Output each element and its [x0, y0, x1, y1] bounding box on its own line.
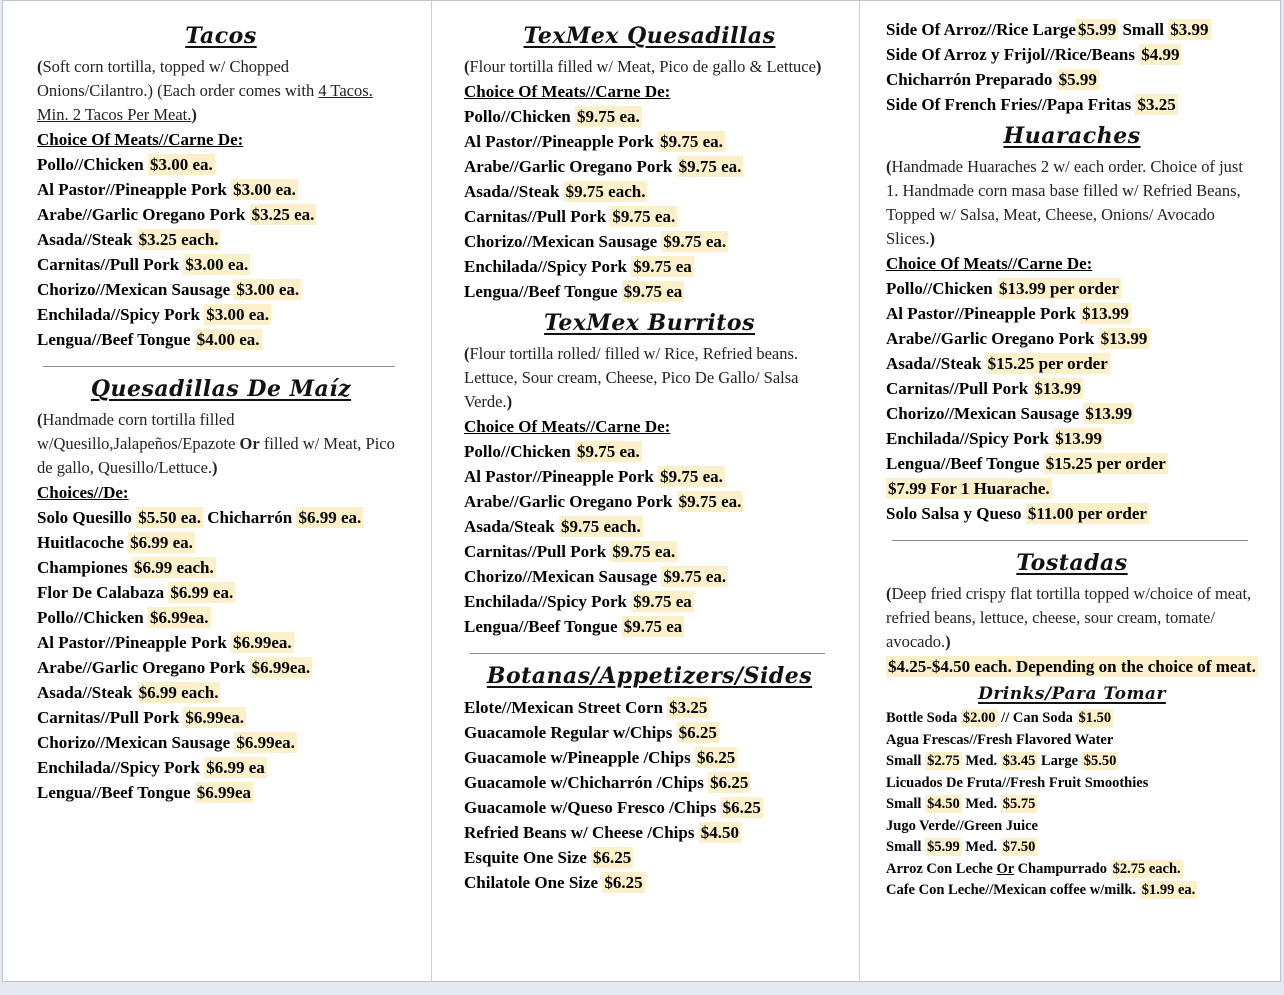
- price: $3.00 ea.: [236, 280, 300, 299]
- price: $9.75 ea.: [612, 542, 676, 561]
- price: $9.75 ea.: [660, 467, 723, 486]
- menu-item: [464, 439, 835, 464]
- price: $9.75 ea.: [660, 132, 723, 151]
- menu-item: [886, 326, 1258, 351]
- text-segment: Arabe//Garlic Oregano Pork: [37, 658, 250, 677]
- price: $6.99ea.: [236, 733, 295, 752]
- section-title: [886, 122, 1258, 150]
- price: $9.75 each.: [565, 182, 646, 201]
- menu-paper: [2, 0, 1281, 982]
- text-segment: Carnitas//Pull Pork: [464, 542, 611, 561]
- text-segment: Arroz Con Leche: [886, 860, 997, 877]
- text-segment: Lengua//Beef Tongue: [37, 783, 195, 802]
- menu-item: [37, 755, 405, 780]
- price: $5.99: [927, 839, 960, 855]
- text-segment: Pollo//Chicken: [886, 279, 997, 298]
- text-segment: Carnitas//Pull Pork: [37, 708, 184, 727]
- price: $3.00 ea.: [149, 155, 213, 174]
- menu-item: [37, 302, 405, 327]
- text-segment: // Can Soda: [997, 710, 1077, 726]
- menu-item: [886, 92, 1258, 117]
- menu-item: [464, 564, 835, 589]
- price: $15.25 per order: [1045, 454, 1166, 473]
- text-segment: Lengua//Beef Tongue: [464, 617, 622, 636]
- price: $4.50: [927, 796, 960, 812]
- text-segment: Bottle Soda: [886, 710, 961, 726]
- text-segment: Soft corn tortilla, topped w/ Chopped Onions/Cilantro.) (Each order comes with: [37, 57, 319, 100]
- text-segment: Esquite One Size: [464, 848, 592, 867]
- menu-item: [37, 530, 405, 555]
- price: $6.25: [710, 773, 749, 792]
- menu-item: [37, 630, 405, 655]
- section-title: [464, 22, 835, 50]
- menu-item: [37, 605, 405, 630]
- price: $3.00 ea.: [185, 255, 249, 274]
- text-segment: Arabe//Garlic Oregano Pork: [886, 329, 1099, 348]
- text-segment: ): [212, 458, 218, 477]
- menu-subheading: [886, 251, 1258, 276]
- drink-item: [886, 773, 1258, 795]
- price: $5.75: [1002, 796, 1036, 812]
- price: $6.99ea.: [251, 658, 311, 677]
- menu-item: [886, 376, 1258, 401]
- text-segment: ): [929, 229, 936, 248]
- menu-item: [886, 501, 1258, 526]
- menu-item: [464, 179, 835, 204]
- price-note: [886, 654, 1258, 679]
- text-segment: Choice Of Meats//Carne De:: [37, 130, 244, 149]
- text-segment: 4 Tacos. Min. 2 Tacos Per Meat.: [37, 81, 373, 124]
- text-segment: Cafe Con Leche//Mexican coffee w/milk.: [886, 882, 1140, 898]
- section-title-text: Drinks/Para Tomar: [978, 684, 1166, 704]
- text-segment: Carnitas//Pull Pork: [37, 255, 184, 274]
- menu-item: [464, 104, 835, 129]
- price: $3.45: [1002, 753, 1036, 769]
- text-segment: Carnitas//Pull Pork: [464, 207, 611, 226]
- text-segment: filled w/ Meat, Pico de gallo, Quesillo/Lettuce.: [37, 434, 395, 477]
- price: $9.75 ea.: [678, 492, 742, 511]
- menu-item: [886, 351, 1258, 376]
- menu-item: [464, 514, 835, 539]
- menu-item: [464, 720, 835, 745]
- price: $6.25: [722, 798, 761, 817]
- price: $6.99ea: [196, 783, 252, 802]
- text-segment: Or: [996, 860, 1014, 877]
- text-segment: Enchilada//Spicy Pork: [37, 758, 205, 777]
- drink-item: [886, 751, 1258, 773]
- section-title-text: Quesadillas De Maíz: [90, 376, 352, 402]
- text-segment: ): [815, 57, 822, 76]
- text-segment: Or: [239, 434, 260, 453]
- menu-item: [886, 451, 1258, 476]
- text-segment: Enchilada//Spicy Pork: [464, 592, 632, 611]
- price: $2.75 each.: [1112, 860, 1181, 877]
- price: $6.99ea.: [185, 708, 244, 727]
- menu-item: [37, 680, 405, 705]
- price: $13.99: [1034, 379, 1082, 398]
- text-segment: Refried Beans w/ Cheese /Chips: [464, 823, 699, 842]
- price: $6.25: [604, 873, 643, 892]
- menu-item: [886, 276, 1258, 301]
- menu-item: [464, 695, 835, 720]
- menu-subheading: [37, 127, 405, 152]
- text-segment: Al Pastor//Pineapple Pork: [37, 180, 232, 199]
- menu-item: [886, 401, 1258, 426]
- text-segment: Lengua//Beef Tongue: [464, 282, 622, 301]
- text-segment: Small: [886, 839, 926, 855]
- text-segment: Al Pastor//Pineapple Pork: [464, 132, 659, 151]
- text-segment: Med.: [961, 796, 1001, 812]
- menu-item: [886, 426, 1258, 451]
- menu-item: [37, 580, 405, 605]
- menu-item: [37, 730, 405, 755]
- section-description: [37, 55, 405, 127]
- text-segment: Solo Quesillo: [37, 508, 137, 527]
- price: $6.99 ea.: [170, 583, 234, 602]
- menu-item: [464, 464, 835, 489]
- section-description: [464, 55, 835, 79]
- menu-item: [37, 202, 405, 227]
- price: $5.99: [1077, 20, 1117, 39]
- text-segment: Pollo//Chicken: [37, 608, 148, 627]
- menu-column-left: [3, 1, 432, 981]
- text-segment: (: [37, 410, 43, 429]
- price: $13.99: [1082, 304, 1129, 323]
- price: $3.99: [1170, 20, 1209, 39]
- menu-subheading: [37, 480, 405, 505]
- menu-item: [886, 42, 1258, 67]
- price: $13.99 per order: [998, 279, 1120, 298]
- menu-item: [37, 152, 405, 177]
- menu-item: [37, 655, 405, 680]
- price: $9.75 ea.: [576, 442, 640, 461]
- price: $15.25 per order: [987, 354, 1108, 373]
- section-title: [886, 549, 1258, 577]
- menu-item: [464, 254, 835, 279]
- text-segment: Flour tortilla filled w/ Meat, Pico de gallo & Lettuce: [469, 57, 816, 76]
- text-segment: Arabe//Garlic Oregano Pork: [37, 205, 250, 224]
- price: $3.00 ea.: [233, 180, 296, 199]
- text-segment: Champurrado: [1013, 860, 1111, 877]
- section-title-text: Tacos: [185, 23, 257, 49]
- menu-item: [464, 154, 835, 179]
- text-segment: Guacamole Regular w/Chips: [464, 723, 677, 742]
- price: $5.99: [1058, 70, 1097, 89]
- section-divider: [43, 366, 395, 367]
- menu-item: [37, 252, 405, 277]
- section-title: [886, 683, 1258, 705]
- menu-column-right: [860, 1, 1280, 981]
- menu-item: [464, 614, 835, 639]
- price: $4.00 ea.: [196, 330, 260, 349]
- section-title-text: Tostadas: [1016, 550, 1128, 576]
- price: $9.75 ea.: [663, 567, 727, 586]
- text-segment: Handmade Huaraches 2 w/ each order. Choice of just 1. Handmade corn masa base filled w/ Refried Beans, Topped w/ Salsa, Meat, Cheese, Onions/ Avocado Slices.: [886, 157, 1243, 248]
- menu-item: [886, 17, 1258, 42]
- drink-item: [886, 708, 1258, 730]
- price: $6.99ea.: [149, 608, 209, 627]
- text-segment: Side Of Arroz//Rice Large: [886, 20, 1076, 39]
- price: $9.75 ea: [623, 282, 683, 301]
- price: $1.50: [1078, 710, 1112, 726]
- text-segment: Asada//Steak: [37, 230, 137, 249]
- text-segment: Chilatole One Size: [464, 873, 603, 892]
- text-segment: Al Pastor//Pineapple Pork: [464, 467, 659, 486]
- text-segment: Choice Of Meats//Carne De:: [464, 82, 671, 101]
- text-segment: Guacamole w/Chicharrón /Chips: [464, 773, 709, 792]
- price: $6.25: [678, 723, 717, 742]
- text-segment: Championes: [37, 558, 132, 577]
- menu-item: [464, 539, 835, 564]
- text-segment: (: [886, 584, 892, 603]
- text-segment: Chicharrón Preparado: [886, 70, 1057, 89]
- text-segment: Small: [886, 753, 926, 769]
- menu-item: [464, 489, 835, 514]
- menu-column-center: [432, 1, 860, 981]
- menu-item: [464, 870, 835, 895]
- price: $6.99 ea.: [298, 508, 362, 527]
- price: $2.00: [962, 710, 996, 726]
- menu-item: [464, 795, 835, 820]
- price: $5.50 ea.: [138, 508, 201, 527]
- drink-item: [886, 816, 1258, 838]
- text-segment: Lengua//Beef Tongue: [37, 330, 195, 349]
- price: $9.75 ea: [633, 592, 692, 611]
- text-segment: Arabe//Garlic Oregano Pork: [464, 157, 677, 176]
- text-segment: Al Pastor//Pineapple Pork: [886, 304, 1081, 323]
- text-segment: Large: [1037, 753, 1082, 769]
- price: $9.75 ea.: [576, 107, 640, 126]
- text-segment: Jugo Verde//Green Juice: [886, 817, 1038, 834]
- text-segment: Pollo//Chicken: [464, 107, 575, 126]
- text-segment: ): [506, 392, 513, 411]
- menu-subheading: [464, 414, 835, 439]
- text-segment: Handmade corn tortilla filled w/Quesillo,Jalapeños/Epazote: [37, 410, 240, 453]
- text-segment: Chorizo//Mexican Sausage: [464, 567, 662, 586]
- text-segment: (: [464, 57, 470, 76]
- menu-item: [464, 279, 835, 304]
- section-title-text: TexMex Burritos: [544, 310, 755, 336]
- text-segment: Guacamole w/Pineapple /Chips: [464, 748, 695, 767]
- price: $5.50: [1083, 753, 1117, 769]
- section-title: [464, 309, 835, 337]
- menu-item: [464, 845, 835, 870]
- section-description: [37, 408, 405, 480]
- drink-item: [886, 730, 1258, 752]
- text-segment: Arabe//Garlic Oregano Pork: [464, 492, 677, 511]
- text-segment: Licuados De Fruta//Fresh Fruit Smoothies: [886, 774, 1149, 791]
- text-segment: Agua Frescas//Fresh Flavored Water: [886, 731, 1114, 748]
- text-segment: Med.: [961, 753, 1001, 769]
- price: $6.25: [593, 848, 632, 867]
- menu-item: [886, 67, 1258, 92]
- menu-item: [37, 705, 405, 730]
- text-segment: ): [191, 105, 197, 124]
- drink-item: [886, 794, 1258, 816]
- menu-subheading: [464, 79, 835, 104]
- menu-item: [464, 229, 835, 254]
- text-segment: (: [37, 57, 43, 76]
- price: $3.00 ea.: [206, 305, 269, 324]
- price: $11.00 per order: [1027, 504, 1147, 523]
- text-segment: Lengua//Beef Tongue: [886, 454, 1044, 473]
- text-segment: Al Pastor//Pineapple Pork: [37, 633, 232, 652]
- price: $6.25: [696, 748, 736, 767]
- section-title: [37, 375, 405, 403]
- menu-item: [886, 301, 1258, 326]
- text-segment: ): [945, 632, 951, 651]
- drink-item: [886, 837, 1258, 859]
- text-segment: Asada//Steak: [464, 182, 564, 201]
- section-title: [464, 662, 835, 690]
- price: $9.75 each.: [560, 517, 641, 536]
- price: $9.75 ea: [633, 257, 692, 276]
- menu-item: [464, 745, 835, 770]
- section-divider: [892, 540, 1248, 541]
- price-note: [886, 476, 1258, 501]
- text-segment: Chicharrón: [202, 508, 297, 527]
- menu-item: [37, 505, 405, 530]
- text-segment: Enchilada//Spicy Pork: [464, 257, 632, 276]
- text-segment: Med.: [961, 839, 1001, 855]
- price: $3.25 ea.: [251, 205, 315, 224]
- price: $4.99: [1141, 45, 1180, 64]
- section-description: [464, 342, 835, 414]
- price: $6.99 each.: [138, 683, 219, 702]
- menu-item: [37, 327, 405, 352]
- text-segment: Small: [1118, 20, 1169, 39]
- menu-item: [37, 780, 405, 805]
- price: $6.99ea.: [233, 633, 292, 652]
- price: $4.50: [700, 823, 739, 842]
- drink-item: [886, 859, 1258, 881]
- text-segment: Side Of French Fries//Papa Fritas: [886, 95, 1136, 114]
- section-title-text: TexMex Quesadillas: [523, 23, 776, 49]
- text-segment: Pollo//Chicken: [37, 155, 148, 174]
- drink-item: [886, 880, 1258, 902]
- price: $3.25: [1137, 95, 1176, 114]
- text-segment: Asada//Steak: [886, 354, 986, 373]
- price: $2.75: [927, 753, 960, 769]
- price: $7.99 For 1 Huarache.: [888, 479, 1050, 498]
- text-segment: Choices//De:: [37, 483, 129, 502]
- section-title-text: Botanas/Appetizers/Sides: [486, 663, 813, 689]
- menu-item: [37, 555, 405, 580]
- price: $4.25-$4.50 each. Depending on the choice of meat.: [888, 657, 1256, 676]
- text-segment: Enchilada//Spicy Pork: [886, 429, 1054, 448]
- price: $1.99 ea.: [1141, 882, 1196, 898]
- text-segment: Flour tortilla rolled/ filled w/ Rice, Refried beans. Lettuce, Sour cream, Cheese, Pico De Gallo/ Salsa Verde.: [464, 344, 799, 411]
- text-segment: Small: [886, 796, 926, 812]
- text-segment: Chorizo//Mexican Sausage: [464, 232, 662, 251]
- price: $6.99 ea.: [130, 533, 193, 552]
- text-segment: Asada/Steak: [464, 517, 559, 536]
- text-segment: Guacamole w/Queso Fresco /Chips: [464, 798, 721, 817]
- price: $13.99: [1100, 329, 1148, 348]
- menu-item: [464, 129, 835, 154]
- price: $9.75 ea.: [678, 157, 742, 176]
- text-segment: (: [464, 344, 470, 363]
- price: $9.75 ea: [623, 617, 683, 636]
- text-segment: Asada//Steak: [37, 683, 137, 702]
- menu-item: [464, 589, 835, 614]
- text-segment: Carnitas//Pull Pork: [886, 379, 1033, 398]
- price: $9.75 ea.: [612, 207, 676, 226]
- menu-item: [37, 177, 405, 202]
- section-divider: [470, 653, 825, 654]
- price: $13.99: [1085, 404, 1133, 423]
- price: $3.25: [669, 698, 708, 717]
- section-title: [37, 22, 405, 50]
- section-title-text: Huaraches: [1003, 123, 1141, 149]
- menu-item: [37, 277, 405, 302]
- text-segment: Pollo//Chicken: [464, 442, 575, 461]
- text-segment: Enchilada//Spicy Pork: [37, 305, 205, 324]
- menu-item: [464, 770, 835, 795]
- text-segment: Chorizo//Mexican Sausage: [37, 733, 235, 752]
- price: $6.99 each.: [133, 558, 214, 577]
- section-description: [886, 582, 1258, 654]
- text-segment: Choice Of Meats//Carne De:: [464, 417, 671, 436]
- text-segment: (: [886, 157, 892, 176]
- menu-item: [464, 204, 835, 229]
- text-segment: Solo Salsa y Queso: [886, 504, 1026, 523]
- price: $9.75 ea.: [663, 232, 727, 251]
- menu-item: [37, 227, 405, 252]
- text-segment: Deep fried crispy flat tortilla topped w/choice of meat, refried beans, lettuce, cheese, sour cream, tomate/ avocado.: [886, 584, 1252, 651]
- price: $6.99 ea: [206, 758, 265, 777]
- text-segment: Chorizo//Mexican Sausage: [886, 404, 1084, 423]
- price: $3.25 each.: [138, 230, 219, 249]
- text-segment: Chorizo//Mexican Sausage: [37, 280, 235, 299]
- text-segment: Side Of Arroz y Frijol//Rice/Beans: [886, 45, 1140, 64]
- text-segment: Choice Of Meats//Carne De:: [886, 254, 1093, 273]
- text-segment: Huitlacoche: [37, 533, 129, 552]
- menu-item: [464, 820, 835, 845]
- text-segment: Flor De Calabaza: [37, 583, 169, 602]
- text-segment: Elote//Mexican Street Corn: [464, 698, 668, 717]
- price: $7.50: [1002, 839, 1036, 855]
- price: $13.99: [1055, 429, 1102, 448]
- section-description: [886, 155, 1258, 251]
